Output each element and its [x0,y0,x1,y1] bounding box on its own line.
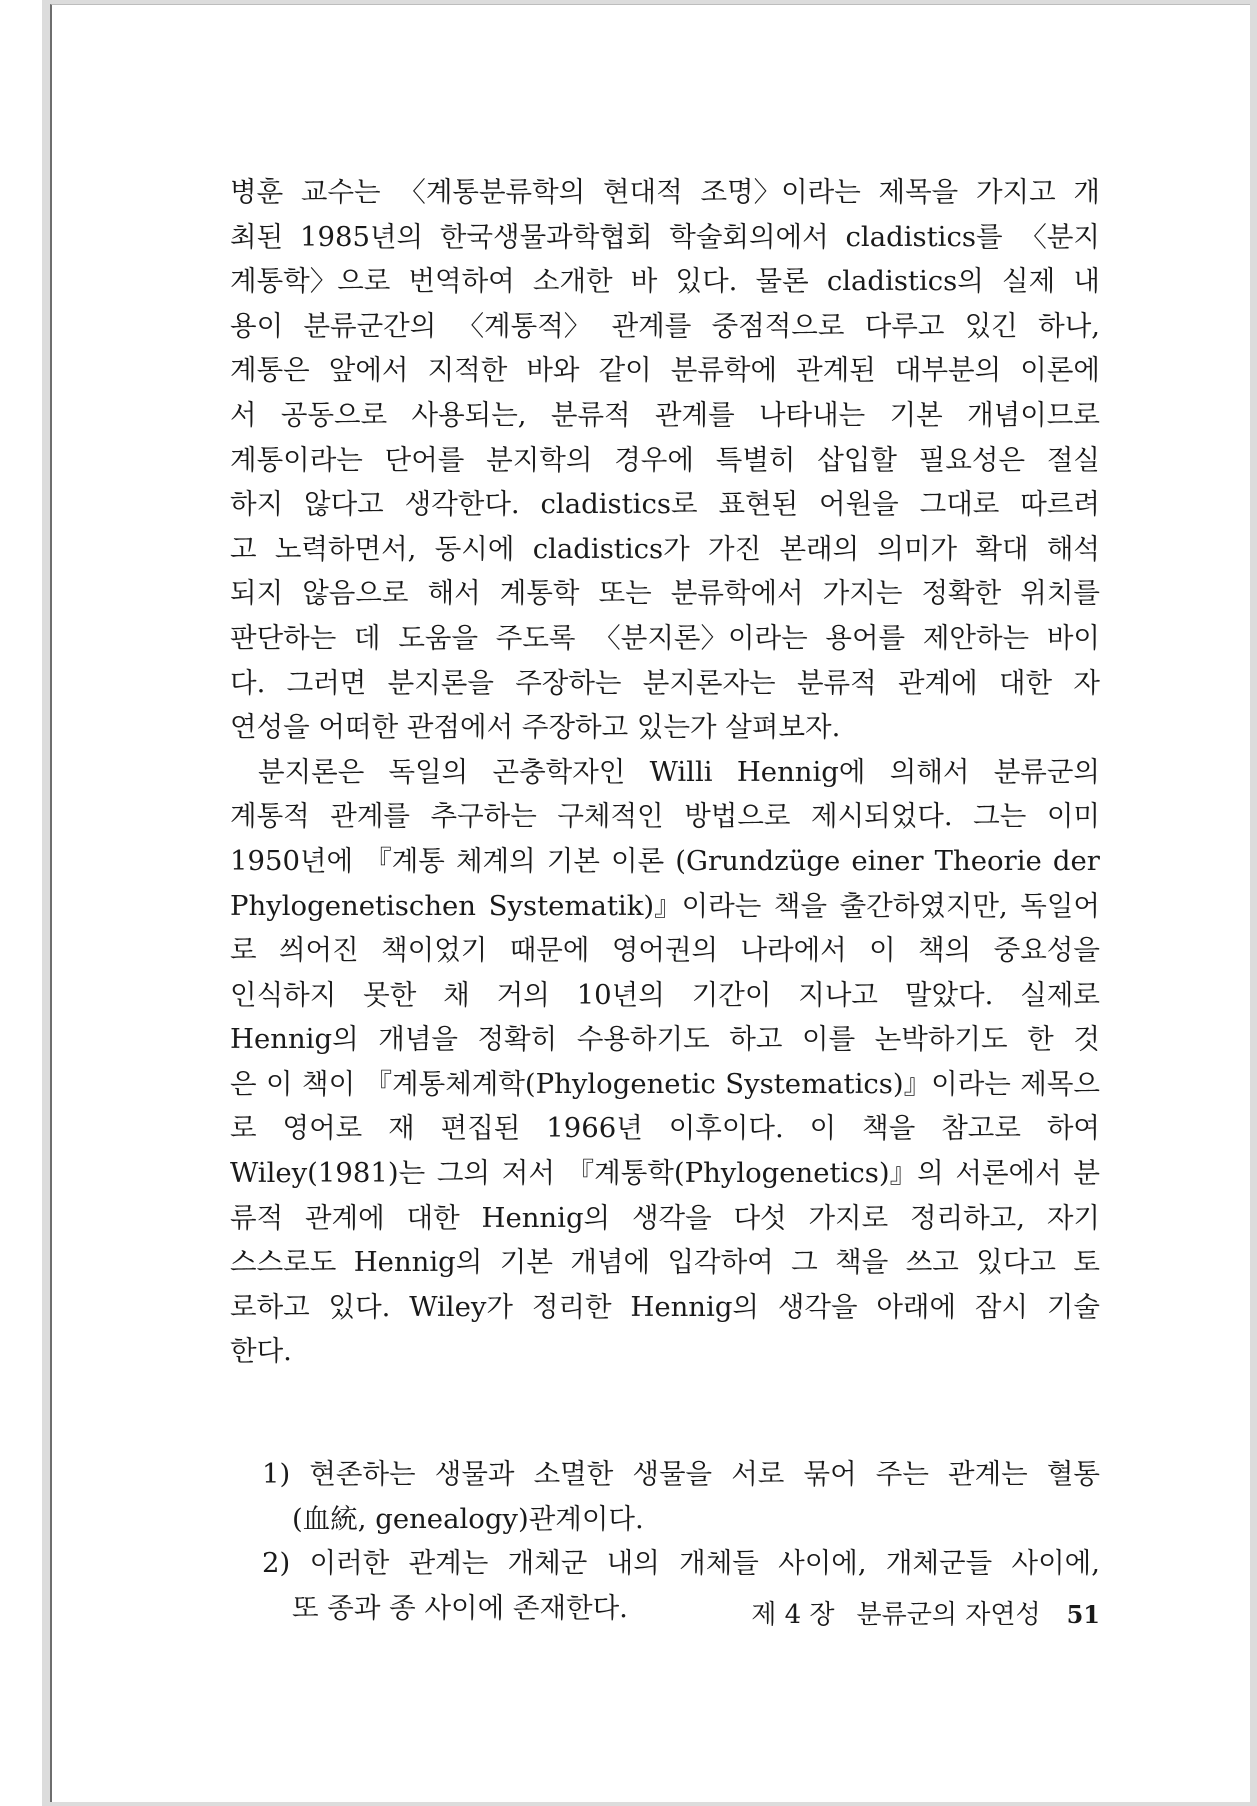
text-line: 판단하는 데 도움을 주도록 〈분지론〉이라는 용어를 제안하는 바이 [230,621,1100,654]
text-line: Hennig의 개념을 정확히 수용하기도 하고 이를 논박하기도 한 것 [230,1023,1100,1056]
text-line: 로하고 있다. Wiley가 정리한 Hennig의 생각을 아래에 잠시 기술 [230,1290,1100,1323]
text-line: 되지 않음으로 해서 계통학 또는 분류학에서 가지는 정확한 위치를 [230,577,1100,610]
list-item-line: (血統, genealogy)관계이다. [292,1502,644,1535]
paragraph-2 [230,750,1100,1374]
text-line: 하지 않다고 생각한다. cladistics로 표현된 어원을 그대로 따르려 [230,488,1100,521]
chapter-title: 분류군의 자연성 [856,1600,1041,1630]
text-line: Wiley(1981)는 그의 저서 『계통학(Phylogenetics)』의 서론에서 분 [230,1157,1100,1190]
text-line: 연성을 어떠한 관점에서 주장하고 있는가 살펴보자. [230,711,841,744]
text-line: 로 영어로 재 편집된 1966년 이후이다. 이 책을 참고로 하여 [230,1112,1100,1145]
text-line: 은 이 책이 『계통체계학(Phylogenetic Systematics)』이라는 제목으 [230,1067,1100,1100]
list-item-line: 또 종과 종 사이에 존재한다. [292,1591,628,1624]
body-text [230,170,1100,1374]
text-line: 1950년에 『계통 체계의 기본 이론 (Grundzüge einer Theorie der [230,844,1100,877]
text-line: 서 공동으로 사용되는, 분류적 관계를 나타내는 기본 개념이므로 [230,398,1100,431]
text-line: 계통학〉으로 번역하여 소개한 바 있다. 물론 cladistics의 실제 내 [230,265,1100,298]
text-line: 류적 관계에 대한 Hennig의 생각을 다섯 가지로 정리하고, 자기 [230,1201,1100,1234]
text-line: 다. 그러면 분지론을 주장하는 분지론자는 분류적 관계에 대한 자 [230,666,1100,699]
text-line: 계통적 관계를 추구하는 구체적인 방법으로 제시되었다. 그는 이미 [230,800,1100,833]
text-line: 인식하지 못한 채 거의 10년의 기간이 지나고 말았다. 실제로 [230,978,1100,1011]
chapter-number: 제 4 장 [751,1600,835,1630]
text-line: 용이 분류군간의 〈계통적〉 관계를 중점적으로 다루고 있긴 하나, [230,309,1100,342]
text-line: 스스로도 Hennig의 기본 개념에 입각하여 그 책을 쓰고 있다고 토 [230,1246,1100,1279]
paragraph-1 [230,170,1100,750]
text-line: 최된 1985년의 한국생물과학협회 학술회의에서 cladistics를 〈분지 [230,220,1100,253]
list-item-line: 1) 현존하는 생물과 소멸한 생물을 서로 묶어 주는 관계는 혈통 [262,1458,1100,1490]
text-line: 로 씌어진 책이었기 때문에 영어권의 나라에서 이 책의 중요성을 [230,934,1100,967]
list-item-line: 2) 이러한 관계는 개체군 내의 개체들 사이에, 개체군들 사이에, [262,1547,1100,1580]
running-footer [726,1594,1100,1631]
text-line: 고 노력하면서, 동시에 cladistics가 가진 본래의 의미가 확대 해석 [230,532,1100,565]
page-number: 51 [1066,1600,1100,1629]
text-line: 계통은 앞에서 지적한 바와 같이 분류학에 관계된 대부분의 이론에 [230,354,1100,387]
text-line: 한다. [230,1335,292,1368]
text-line: 계통이라는 단어를 분지학의 경우에 특별히 삽입할 필요성은 절실 [230,443,1100,476]
text-line: Phylogenetischen Systematik)』이라는 책을 출간하였지만, 독일어 [230,889,1100,922]
list-item [262,1452,1100,1541]
text-line: 병훈 교수는 〈계통분류학의 현대적 조명〉이라는 제목을 가지고 개 [230,176,1100,208]
text-line: 분지론은 독일의 곤충학자인 Willi Hennig에 의해서 분류군의 [258,755,1100,788]
